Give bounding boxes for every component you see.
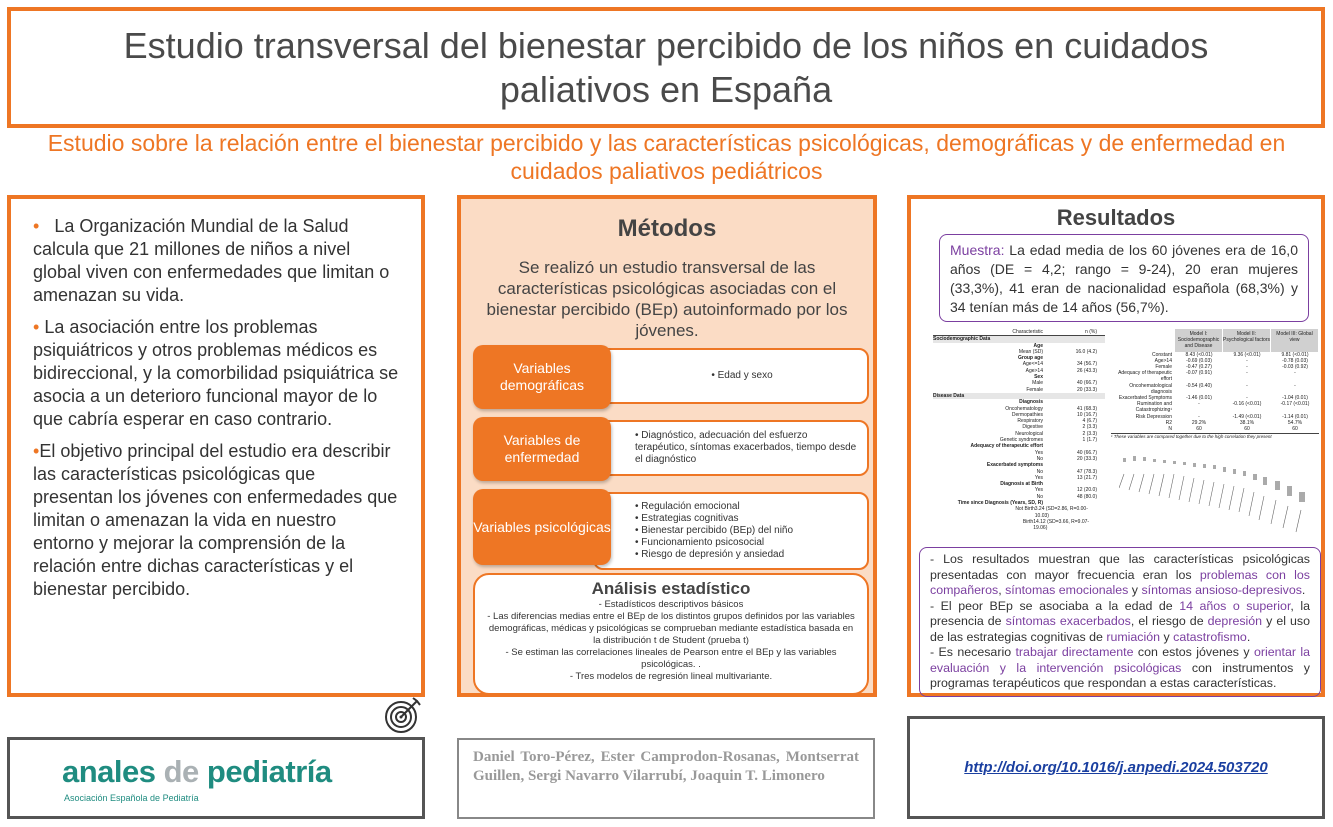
bullet-icon: •	[33, 317, 40, 337]
table-header-cell: Model III: Global view	[1271, 329, 1319, 352]
table-cell: Group age	[1017, 355, 1043, 362]
results-panel	[907, 195, 1325, 697]
table-row	[1111, 383, 1319, 395]
findings-text: ,	[998, 583, 1006, 597]
intro-paragraph-2	[33, 316, 399, 431]
table-cell: Neurological	[1015, 430, 1043, 437]
regression-table	[1111, 329, 1319, 459]
table-cell: 10 (16.7)	[1076, 411, 1097, 418]
table-cell: -0.69 (0.03)	[1186, 357, 1212, 364]
table-cell: Mean (SD)	[1018, 348, 1043, 355]
intro-text-3: El objetivo principal del estudio era describir las características psicológicas que presentan los jóvenes con enfermedades que limitan o amenazan la vida en nuestro entorno y mejorar la comprensión de la relación entre dichas características y el bienestar percibido.	[33, 441, 398, 599]
table-row	[933, 506, 1105, 519]
table-cell: Diagnosis	[1019, 399, 1043, 406]
table-cell: -0.47 (0.27)	[1186, 364, 1212, 371]
table-cell: Oncohematological diagnosis	[1129, 382, 1172, 395]
table-cell: Adequacy of therapeutic effort	[970, 443, 1043, 450]
table-cell: -	[1246, 364, 1248, 371]
list-item: • Edad y sexo	[711, 370, 772, 382]
table-cell: -	[1198, 401, 1200, 408]
list-item: • Bienestar percibido (BEp) del niño	[635, 525, 859, 537]
table-cell: -	[1198, 413, 1200, 420]
methods-panel	[457, 195, 877, 697]
list-item: - Estadísticos descriptivos básicos	[487, 599, 855, 611]
table-cell: 54.7%	[1287, 419, 1303, 426]
table-header-cell: n (%)	[1085, 329, 1097, 335]
page-subtitle: Estudio sobre la relación entre el bienestar percibido y las características psicológicas, demográficas y de enfermedad en cuidados paliativos pediátricos	[47, 130, 1286, 184]
list-item: • Riesgo de depresión y ansiedad	[635, 549, 859, 561]
table-cell: 9.36 (<0.01)	[1233, 351, 1261, 358]
variables-demographic-content	[593, 348, 869, 404]
target-icon	[383, 695, 423, 735]
findings-text: - Es necesario	[930, 645, 1016, 659]
table-cell: Respiratory	[1017, 418, 1043, 425]
findings-text: , el riesgo de	[1130, 614, 1208, 628]
authors-box: Daniel Toro-Pérez, Ester Camprodon-Rosanas, Montserrat Guillen, Sergi Navarro Vilarrubí, Joaquin T. Limonero	[457, 738, 875, 819]
table-cell: 16.0 (4.2)	[1075, 348, 1097, 355]
table-cell: 14.12 (SD=3.66, R=9.07-19.06)	[1033, 518, 1090, 532]
table-body	[933, 336, 1105, 531]
table-cell: N	[1168, 426, 1172, 433]
title-banner	[7, 7, 1325, 128]
analysis-title: Análisis estadístico	[591, 579, 751, 598]
variables-psychological	[473, 489, 869, 565]
highlight-text: rumiación	[1106, 629, 1161, 644]
highlight-text: problemas con los compañeros	[930, 567, 1310, 597]
table-cell: 13 (21.7)	[1076, 474, 1097, 481]
table-header	[933, 329, 1105, 336]
table-cell: 9.81 (<0.01)	[1281, 351, 1309, 358]
table-cell: -0.17 (<0.01)	[1280, 401, 1310, 408]
table-cell: Yes	[1034, 449, 1043, 456]
table-cell: -0.03 (0.92)	[1282, 364, 1308, 371]
table-cell: Rumination and Catastrophizing¹	[1135, 401, 1172, 414]
variables-disease-content	[593, 420, 869, 476]
table-cell: -	[1294, 370, 1296, 377]
findings-text: y	[1128, 583, 1142, 597]
table-cell: 60	[1196, 426, 1202, 433]
table-cell: No	[1036, 455, 1043, 462]
table-cell: 1 (1.7)	[1082, 437, 1097, 444]
list-item: - Tres modelos de regresión lineal multivariante.	[487, 671, 855, 683]
table-cell: R2	[1165, 419, 1172, 426]
table-cell: Exacerbated symptoms	[986, 462, 1043, 469]
table-cell: 8.43 (<0.01)	[1185, 351, 1213, 358]
variables-psychological-label: Variables psicológicas	[473, 489, 611, 565]
findings-text: con instrumentos y programas terapéuticos que respondan a estas características.	[930, 660, 1310, 690]
analysis-panel	[473, 573, 869, 695]
table-header-cell: Model II: Psychological factors	[1223, 329, 1271, 352]
highlight-text: síntomas ansioso-depresivos	[1141, 583, 1302, 597]
table-header-cell	[1111, 329, 1175, 352]
table-cell: 12 (20.0)	[1076, 487, 1097, 494]
chart-marks	[1123, 456, 1305, 502]
doi-link[interactable]: http://doi.org/10.1016/j.anpedi.2024.503720	[964, 759, 1268, 776]
journal-logo-subtitle: Asociación Española de Pediatría	[64, 793, 199, 803]
findings-text: y	[1160, 629, 1174, 644]
intro-paragraph-1	[33, 215, 399, 307]
highlight-text: depresión	[1207, 614, 1263, 628]
findings-paragraph-1	[930, 552, 1310, 599]
table-cell: 2 (3.3)	[1082, 424, 1097, 431]
table-cell: Yes	[1034, 487, 1043, 494]
table-cell: No	[1036, 493, 1043, 500]
table-cell: Sociodemographic Data	[933, 336, 991, 343]
table-cell: 60	[1292, 426, 1298, 433]
table-cell: Birth	[1022, 518, 1034, 525]
list-item: • Funcionamiento psicosocial	[635, 537, 859, 549]
highlight-text: 14 años o superior	[1179, 598, 1291, 613]
table-row	[1111, 370, 1319, 382]
table-cell: 41 (68.3)	[1076, 405, 1097, 412]
sample-label: Muestra:	[950, 242, 1005, 258]
intro-paragraph-3	[33, 440, 399, 601]
correlation-chart	[1119, 444, 1319, 534]
table-cell: Exacerbated Symptoms	[1118, 395, 1172, 402]
table-cell: 40 (66.7)	[1076, 449, 1097, 456]
table-cell: Oncohematology	[1005, 405, 1043, 412]
methods-title: Métodos	[617, 215, 717, 242]
results-title: Resultados	[1056, 205, 1176, 230]
table-cell: Dermopathies	[1011, 411, 1043, 418]
table-cell: Disease Data	[933, 392, 965, 399]
table-cell: -1.14 (0.01)	[1282, 413, 1308, 420]
logo-text: de	[163, 754, 199, 789]
table-header-cell: Characteristic	[1012, 329, 1043, 335]
table-cell: -1.46 (0.01)	[1186, 395, 1212, 402]
table-cell: Genetic syndromes	[999, 437, 1043, 444]
table-cell: 29.2%	[1191, 419, 1207, 426]
table-body	[1111, 352, 1319, 433]
sample-text: La edad media de los 60 jóvenes era de 16,0 años (DE = 4,2; rango = 9-24), 20 eran mujeres (33,3%), 41 eran de nacionalidad española (68,3%) y 34 tenían más de 14 años (56,7%).	[950, 242, 1298, 315]
variables-disease-label: Variables de enfermedad	[473, 417, 611, 481]
table-cell: Time since Diagnosis (Years, SD, R)	[957, 500, 1043, 507]
list-item: • Regulación emocional	[635, 501, 859, 513]
table-cell: 4 (6.7)	[1082, 418, 1097, 425]
intro-panel	[7, 195, 425, 697]
table-row	[1111, 426, 1319, 432]
table-cell: No	[1036, 468, 1043, 475]
highlight-text: síntomas exacerbados	[1005, 614, 1131, 628]
page-title: Estudio transversal del bienestar percibido de los niños en cuidados paliativos en España	[123, 24, 1209, 110]
table-cell: Sex	[1034, 374, 1043, 381]
variables-psychological-content	[593, 492, 869, 570]
table-cell: -0.78 (0.03)	[1282, 357, 1308, 364]
journal-logo-box	[7, 737, 425, 819]
table-cell: Constant	[1151, 351, 1172, 358]
table-cell: -	[1246, 395, 1248, 402]
findings-text: y el uso de las estrategias cognitivas de	[930, 614, 1310, 644]
table-cell: -0.54 (0.40)	[1186, 382, 1212, 389]
list-item: • Estrategias cognitivas	[635, 513, 859, 525]
table-cell: -1.04 (0.01)	[1282, 395, 1308, 402]
table-cell: Adequacy of therapeutic effort	[1118, 370, 1172, 383]
table-cell: Yes	[1034, 474, 1043, 481]
bullet-icon: •	[33, 216, 40, 236]
findings-text: con estos jóvenes y	[1133, 645, 1254, 659]
intro-text-1: La Organización Mundial de la Salud calcula que 21 millones de niños a nivel global viven con enfermedades que limitan o amenazan su vida.	[33, 216, 390, 305]
table-cell: Female	[1155, 364, 1172, 371]
findings-text: , la presencia de	[930, 598, 1311, 628]
table-cell: 40 (66.7)	[1076, 380, 1097, 387]
table-cell: 26 (43.3)	[1076, 367, 1097, 374]
table-cell: -	[1294, 382, 1296, 389]
table-cell: -	[1246, 370, 1248, 377]
table-header	[1111, 329, 1319, 352]
doi-box	[907, 716, 1325, 819]
journal-logo	[62, 754, 422, 790]
methods-intro: Se realizó un estudio transversal de las características psicológicas asociadas con el bienestar percibido (BEp) autoinformado por los jóvenes.	[486, 258, 848, 340]
table-cell: Risk Depression	[1135, 413, 1172, 420]
bullet-icon: •	[33, 441, 40, 461]
findings-box	[919, 547, 1321, 697]
table-cell: Not Birth	[1015, 506, 1035, 513]
table-cell: -	[1246, 357, 1248, 364]
list-item: - Se estiman las correlaciones lineales de Pearson entre el BEp y las variables psicológicas. .	[487, 647, 855, 671]
table-cell: Age	[1033, 342, 1043, 349]
table-row	[933, 519, 1105, 532]
findings-text: - El peor BEp se asociaba a la edad de	[930, 598, 1180, 613]
table-cell: 47 (78.3)	[1076, 468, 1097, 475]
variables-demographic	[473, 345, 869, 409]
variables-demographic-label: Variables demográficas	[473, 345, 611, 409]
list-item: - Las diferencias medias entre el BEp de los distintos grupos definidos por las variables demográficas, médicas y psicológicas se comprueban mediante estadística basada en la distribución t de Student (prueba t)	[487, 611, 855, 647]
findings-text: - Los resultados muestran que las características psicológicas presentadas con mayor frecuencia eran los	[930, 552, 1310, 582]
table-cell: 3.24 (SD=2.86, R=0.00-10.03)	[1034, 506, 1088, 519]
findings-paragraph-2	[930, 599, 1310, 646]
table-cell: Digestive	[1022, 424, 1043, 431]
table-cell: Female	[1026, 386, 1043, 393]
chart-axis-labels	[1119, 474, 1301, 532]
highlight-text: síntomas emocionales	[1005, 583, 1129, 597]
table-cell: 34 (56.7)	[1076, 361, 1097, 368]
table-cell: -	[1246, 382, 1248, 389]
logo-text: pediatría	[198, 754, 332, 789]
table-cell: 48 (80.0)	[1076, 493, 1097, 500]
table-header-cell: Model I: Sociodemographic and Disease	[1175, 329, 1223, 352]
highlight-text: trabajar directamente	[1015, 645, 1134, 659]
list-item: • Diagnóstico, adecuación del esfuerzo terapéutico, síntomas exacerbados, tiempo desde el diagnóstico	[635, 430, 859, 466]
table-cell: -0.16 (<0.01)	[1232, 401, 1262, 408]
table-cell: 60	[1244, 426, 1250, 433]
table-cell: Diagnosis at Birth	[1000, 481, 1043, 488]
findings-paragraph-3	[930, 645, 1310, 692]
table-cell: Male	[1032, 380, 1043, 387]
table-cell: -0.07 (0.91)	[1186, 370, 1212, 377]
highlight-text: catastrofismo	[1173, 629, 1247, 644]
table-cell: Age>14	[1025, 367, 1043, 374]
table-cell: 2 (3.3)	[1082, 430, 1097, 437]
table-cell: Age>14	[1154, 357, 1172, 364]
table-cell: 20 (33.3)	[1076, 455, 1097, 462]
table-cell: 20 (33.3)	[1076, 386, 1097, 393]
highlight-text: orientar la evaluación y la intervención psicológicas	[930, 645, 1310, 675]
intro-text-2: La asociación entre los problemas psiquiátricos y otros problemas médicos es bidireccional, y la comorbilidad psiquiátrica se asocia a un deterioro funcional mayor de lo que cabría esperar en caso contrario.	[33, 317, 399, 429]
sample-box	[939, 234, 1309, 322]
table-cell: -1.49 (<0.01)	[1232, 413, 1262, 420]
table-cell: 38.1%	[1239, 419, 1255, 426]
findings-text: .	[1246, 629, 1251, 644]
table-cell: Age<=14	[1022, 361, 1043, 368]
table-note: ¹ These variables are compared together due to the high correlation they present	[1111, 433, 1319, 440]
findings-text: .	[1301, 583, 1306, 597]
variables-disease	[473, 417, 869, 481]
logo-text: anales	[62, 754, 164, 789]
table-row	[1111, 401, 1319, 413]
